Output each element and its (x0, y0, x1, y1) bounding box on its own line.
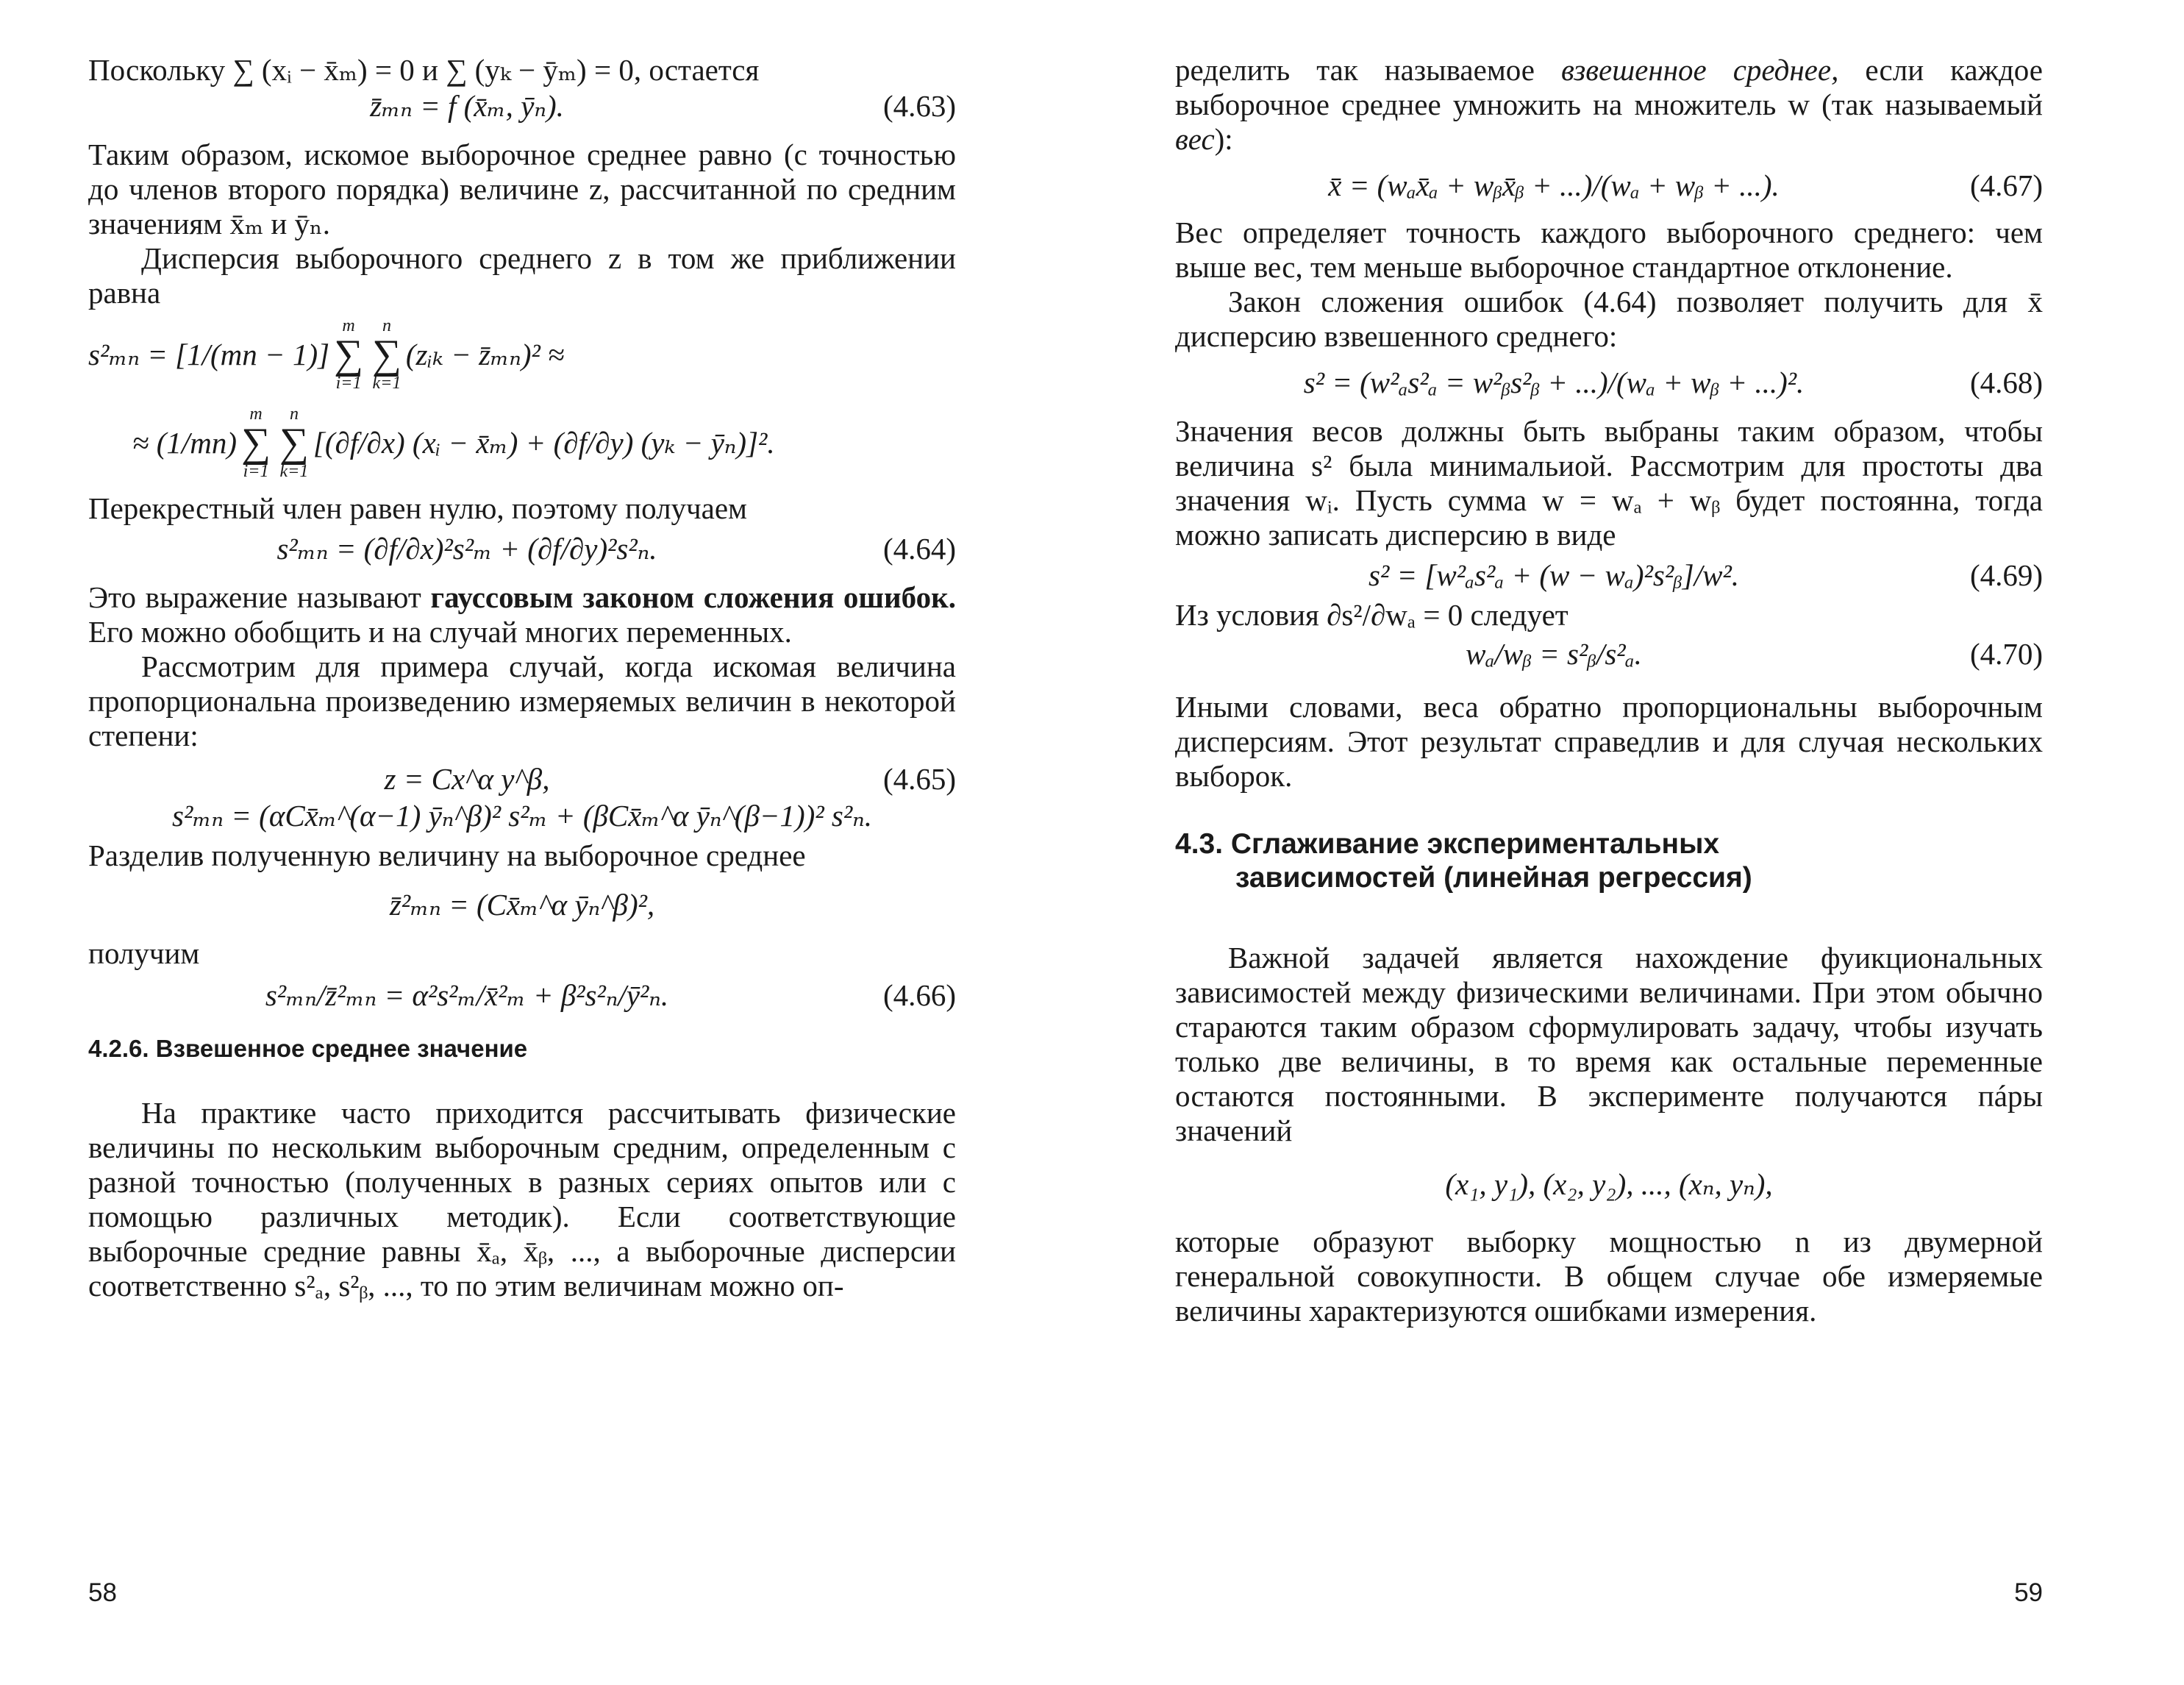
equation-zbar: z̄²ₘₙ = (Cx̄ₘ^α ȳₙ^β)², (389, 888, 655, 922)
paragraph: Важной задачей является нахождение фуикциональных зависимостей между физическими величинами. При этом обычно стараются таким образом сформулировать задачу, чтобы изучать только две величины, в то время как остальные переменные остаются постоянными. В эксперименте получаются пáры значений (1175, 941, 2043, 1147)
paragraph: На практике часто приходится рассчитывать физические величины по нескольким выборочным средним, определенным с разной точностью (полученных в разных сериях опытов или с помощью различных методик). Если соответствующие выборочные средние равны x̄ₐ, x̄ᵦ, ..., а выборочные дисперсии соответственно s²ₐ, s²ᵦ, ..., то по этим величинам можно оп- (88, 1096, 956, 1303)
variance-equation-line-1: s²ₘₙ = [1/(mn − 1)] m ∑ i=1 n ∑ k=1 (zᵢₖ − z̄ₘₙ)² ≈ (88, 316, 565, 393)
paragraph: Закон сложения ошибок (4.64) позволяет получить для x̄ дисперсию взвешенного среднего: (1175, 285, 2043, 353)
paragraph-gauss-law: Это выражение называют гауссовым законом сложения ошибок. Его можно обобщить и на случай многих переменных. (88, 580, 956, 649)
paragraph: Дисперсия выборочного среднего z в том же приближении равна (88, 241, 956, 310)
equation-4-65: z = Cx^α y^β, (4.65) (384, 762, 956, 796)
section-heading-4-3: 4.3. Сглаживание экспериментальных зависимостей (линейная регрессия) (1175, 828, 1752, 894)
equation-pairs: (x₁, y₁), (x₂, y₂), ..., (xₙ, yₙ), (1445, 1167, 1773, 1201)
paragraph: Перекрестный член равен нулю, поэтому получаем (88, 491, 747, 525)
equation-4-65b: s²ₘₙ = (αCx̄ₘ^(α−1) ȳₙ^β)² s²ₘ + (βCx̄ₘ^α ȳₙ^(β−1))² s²ₙ. (171, 799, 872, 833)
equation-4-70: wₐ/wᵦ = s²ᵦ/s²ₐ. (4.70) (1466, 637, 2043, 671)
equation-4-69: s² = [w²ₐs²ₐ + (w − wₐ)²s²ᵦ]/w². (4.69) (1368, 558, 2043, 592)
section-heading-4-2-6: 4.2.6. Взвешенное среднее значение (88, 1035, 528, 1062)
equation-4-67: x̄ = (wₐx̄ₐ + wᵦx̄ᵦ + ...)/(wₐ + wᵦ + ...). (4.67) (1328, 168, 2043, 202)
paragraph: Значения весов должны быть выбраны таким образом, чтобы величина s² была минимальиой. Рассмотрим для простоты два значения wᵢ. Пусть сумма w = wₐ + wᵦ будет постоянна, тогда можно записать дисперсию в виде (1175, 414, 2043, 552)
left-page (88, 0, 1007, 1685)
paragraph: Таким образом, искомое выборочное среднее равно (с точностью до членов второго порядка) величине z, рассчитанной по средним значениям x̄ₘ и ȳₙ. (88, 138, 956, 241)
paragraph: Разделив полученную величину на выборочное среднее (88, 838, 806, 872)
equation-4-64: s²ₘₙ = (∂f/∂x)²s²ₘ + (∂f/∂y)²s²ₙ. (4.64) (276, 532, 956, 566)
intro-line: Поскольку ∑ (xᵢ − x̄ₘ) = 0 и ∑ (yₖ − ȳₘ) = 0, остается (88, 53, 760, 87)
paragraph: которые образуют выборку мощностью n из двумерной генеральной совокупности. В общем случае обе измеряемые величины характеризуются ошибками измерения. (1175, 1225, 2043, 1328)
equation-4-68: s² = (w²ₐs²ₐ = w²ᵦs²ᵦ + ...)/(wₐ + wᵦ + ...)². (4.68) (1303, 366, 2043, 399)
paragraph: Рассмотрим для примера случай, когда искомая величина пропорциональна произведению измеряемых величин в некоторой степени: (88, 649, 956, 752)
variance-equation-line-2: ≈ (1/mn) m ∑ i=1 n ∑ k=1 [(∂f/∂x) (xᵢ − x̄ₘ) + (∂f/∂y) (yₖ − ȳₙ)]². (132, 405, 775, 481)
right-page (1175, 0, 2094, 1685)
paragraph: Из условия ∂s²/∂wₐ = 0 следует (1175, 598, 1569, 632)
paragraph: получим (88, 936, 200, 970)
page-number: 58 (88, 1578, 117, 1607)
equation-4-66: s²ₘₙ/z̄²ₘₙ = α²s²ₘ/x̄²ₘ + β²s²ₙ/ȳ²ₙ. (4.66) (265, 978, 956, 1012)
paragraph: Вес определяет точность каждого выборочного среднего: чем выше вес, тем меньше выборочное стандартное отклонение. (1175, 215, 2043, 284)
equation-4-63: z̄ₘₙ = f (x̄ₘ, ȳₙ). (4.63) (370, 89, 956, 123)
page-number: 59 (2014, 1578, 2043, 1607)
paragraph: Иными словами, веса обратно пропорциональны выборочным дисперсиям. Этот результат справедлив и для случая нескольких выборок. (1175, 690, 2043, 793)
paragraph-weighted-mean: ределить так называемое взвешенное среднее, если каждое выборочное среднее умножить на множитель w (так называемый вес): (1175, 53, 2043, 156)
